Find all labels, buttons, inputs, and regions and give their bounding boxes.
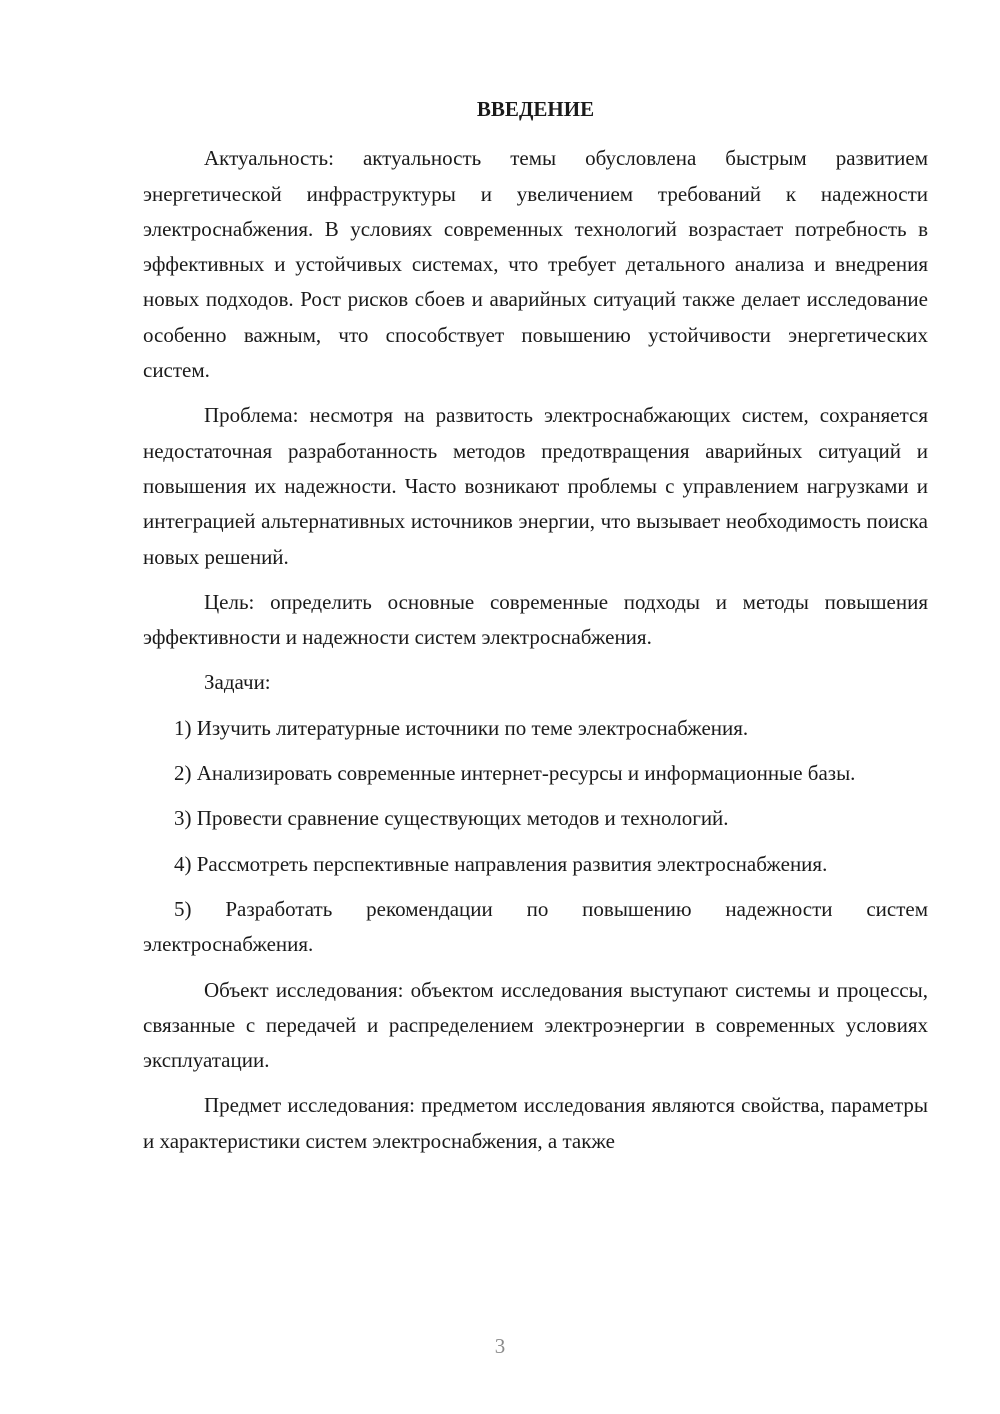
paragraph-subject: Предмет исследования: предметом исследования являются свойства, параметры и характеристики систем электроснабжения, а также: [143, 1093, 928, 1153]
paragraph-object: Объект исследования: объектом исследования выступают системы и процессы, связанные с передачей и распределением электроэнергии в современных условиях эксплуатации.: [143, 977, 928, 1073]
task-item-2: 2) Анализировать современные интернет-ресурсы и информационные базы.: [174, 761, 856, 786]
task-item-4: 4) Рассмотреть перспективные направления развития электроснабжения.: [174, 851, 828, 876]
document-page: [143, 92, 928, 1169]
paragraph-goal: Цель: определить основные современные подходы и методы повышения эффективности и надежности систем электроснабжения.: [143, 589, 928, 650]
paragraph-problem: Проблема: несмотря на развитость электроснабжающих систем, сохраняется недостаточная разработанность методов предотвращения аварийных ситуаций и повышения их надежности. Часто возникают проблемы с управлением нагрузками и интеграцией альтернативных источников энергии, что вызывает необходимость поиска новых решений.: [143, 403, 928, 569]
section-heading: ВВЕДЕНИЕ: [476, 97, 595, 121]
task-item-3: 3) Провести сравнение существующих методов и технологий.: [174, 806, 729, 831]
tasks-label: Задачи:: [204, 670, 271, 695]
task-item-5: 5) Разработать рекомендации по повышению надежности систем электроснабжения.: [143, 896, 928, 957]
paragraph-relevance: Актуальность: актуальность темы обусловлена быстрым развитием энергетической инфраструктуры и увеличением требований к надежности электроснабжения. В условиях современных технологий возрастает потребность в эффективных и устойчивых системах, что требует детального анализа и внедрения новых подходов. Рост рисков сбоев и аварийных ситуаций также делает исследование особенно важным, что способствует повышению устойчивости энергетических систем.: [143, 146, 928, 383]
page-number: 3: [494, 1334, 506, 1358]
task-item-1: 1) Изучить литературные источники по теме электроснабжения.: [174, 715, 749, 740]
